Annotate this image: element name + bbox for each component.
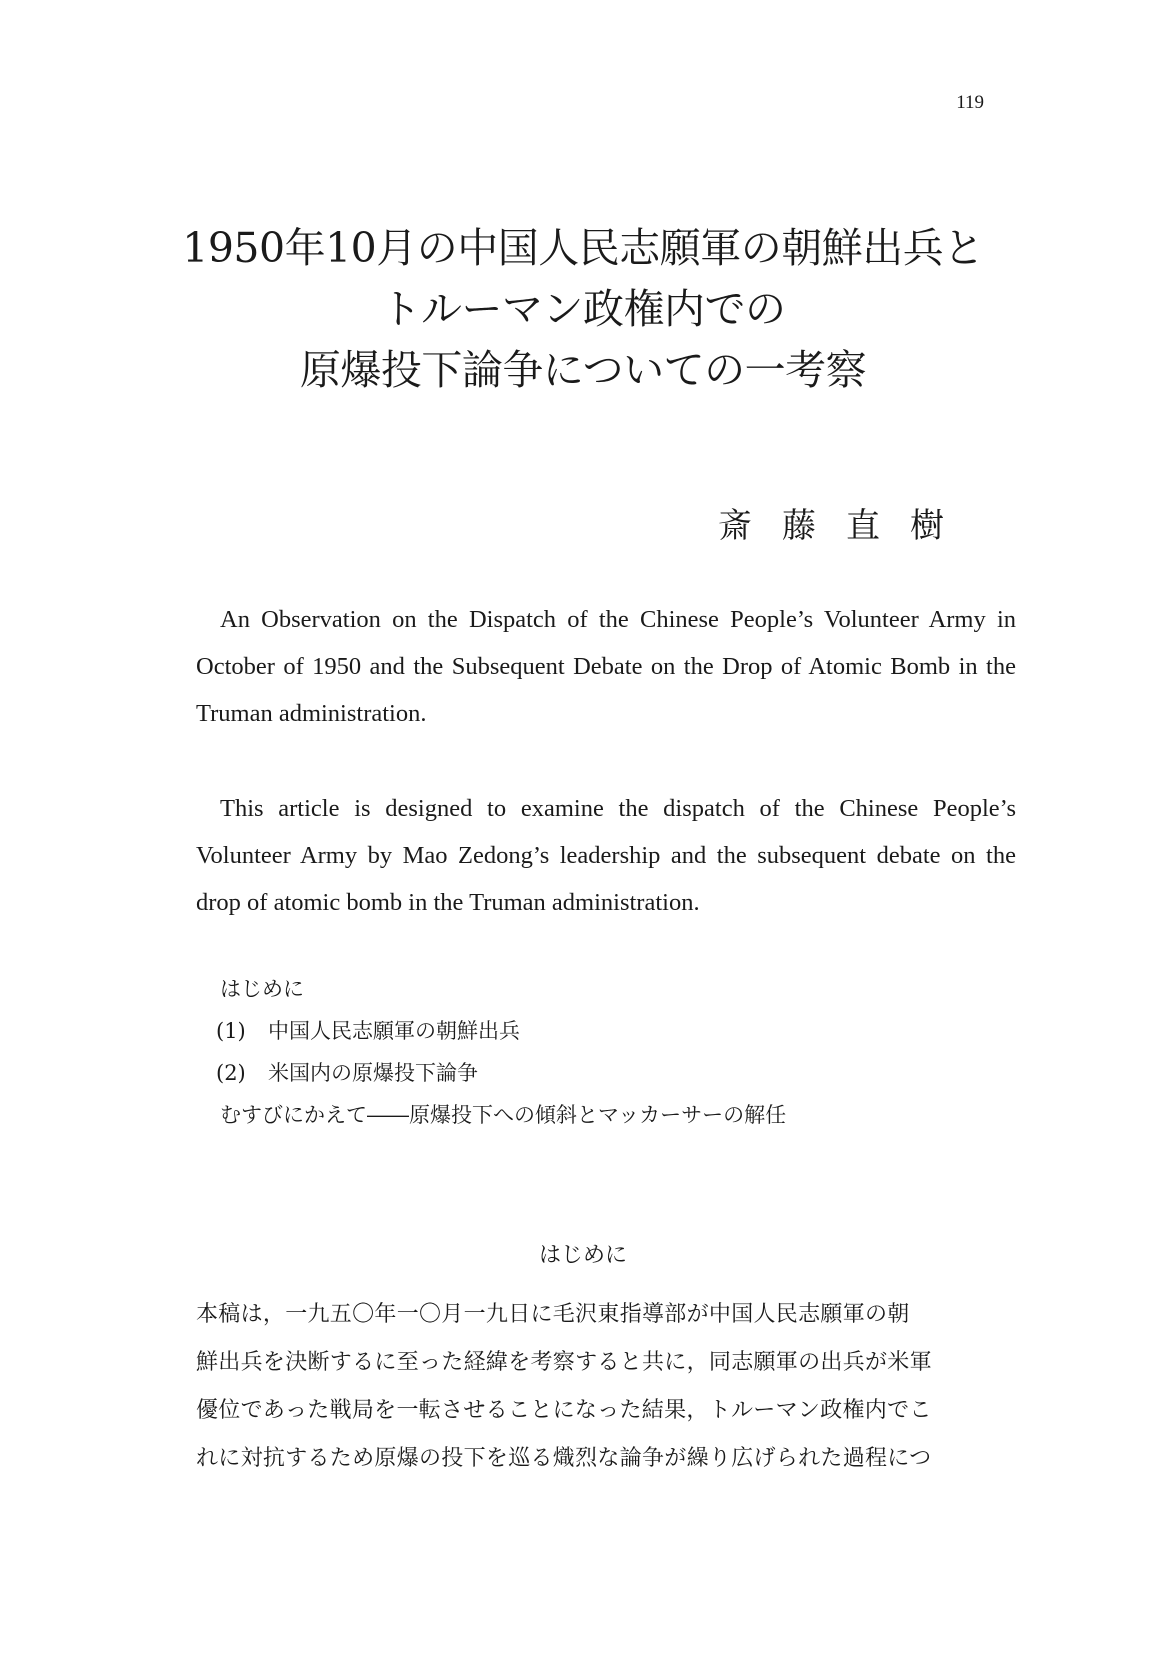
toc-item <box>196 1010 1016 1052</box>
abstract <box>196 785 1016 926</box>
body-line-4: れに対抗するため原爆の投下を巡る熾烈な論争が繰り広げられた過程につ <box>196 1446 932 1471</box>
toc-intro: はじめに <box>220 977 304 1001</box>
toc-conclusion: むすびにかえて――原爆投下への傾斜とマッカーサーの解任 <box>220 1103 787 1127</box>
toc-item-label: 中国人民志願軍の朝鮮出兵 <box>268 1019 520 1043</box>
toc-item <box>196 1052 1016 1094</box>
author-name: 斎藤直樹 <box>718 506 974 546</box>
english-title <box>196 596 1016 737</box>
page-number: 119 <box>956 92 984 113</box>
toc-item-number: (1) <box>216 1019 246 1043</box>
abstract-text: This article is designed to examine the dispatch of the Chinese People’s Volunteer Army by Mao Zedong’s leadership and the subsequent debate on the drop of atomic bomb in the Truman administration. <box>196 795 1016 916</box>
title-line-2: トルーマン政権内での <box>380 285 786 333</box>
article-title <box>0 218 1166 401</box>
toc-item-label: 米国内の原爆投下論争 <box>268 1061 478 1085</box>
english-title-text: An Observation on the Dispatch of the Chinese People’s Volunteer Army in October of 1950 and the Subsequent Debate on the Drop of Atomic Bomb in the Truman administration. <box>196 606 1016 727</box>
section-heading: はじめに <box>538 1243 627 1268</box>
body-line-2: 鮮出兵を決断するに至った経緯を考察すると共に，同志願軍の出兵が米軍 <box>196 1350 932 1375</box>
body-line-1: 本稿は，一九五〇年一〇月一九日に毛沢東指導部が中国人民志願軍の朝 <box>196 1302 910 1327</box>
body-line-3: 優位であった戦局を一転させることになった結果，トルーマン政権内でこ <box>196 1398 932 1423</box>
table-of-contents <box>196 968 1016 1136</box>
title-line-3: 原爆投下論争についての一考察 <box>299 346 867 394</box>
toc-item-number: (2) <box>216 1061 246 1085</box>
body-paragraph <box>196 1291 1016 1483</box>
title-line-1: 1950年10月の中国人民志願軍の朝鮮出兵と <box>182 224 984 272</box>
